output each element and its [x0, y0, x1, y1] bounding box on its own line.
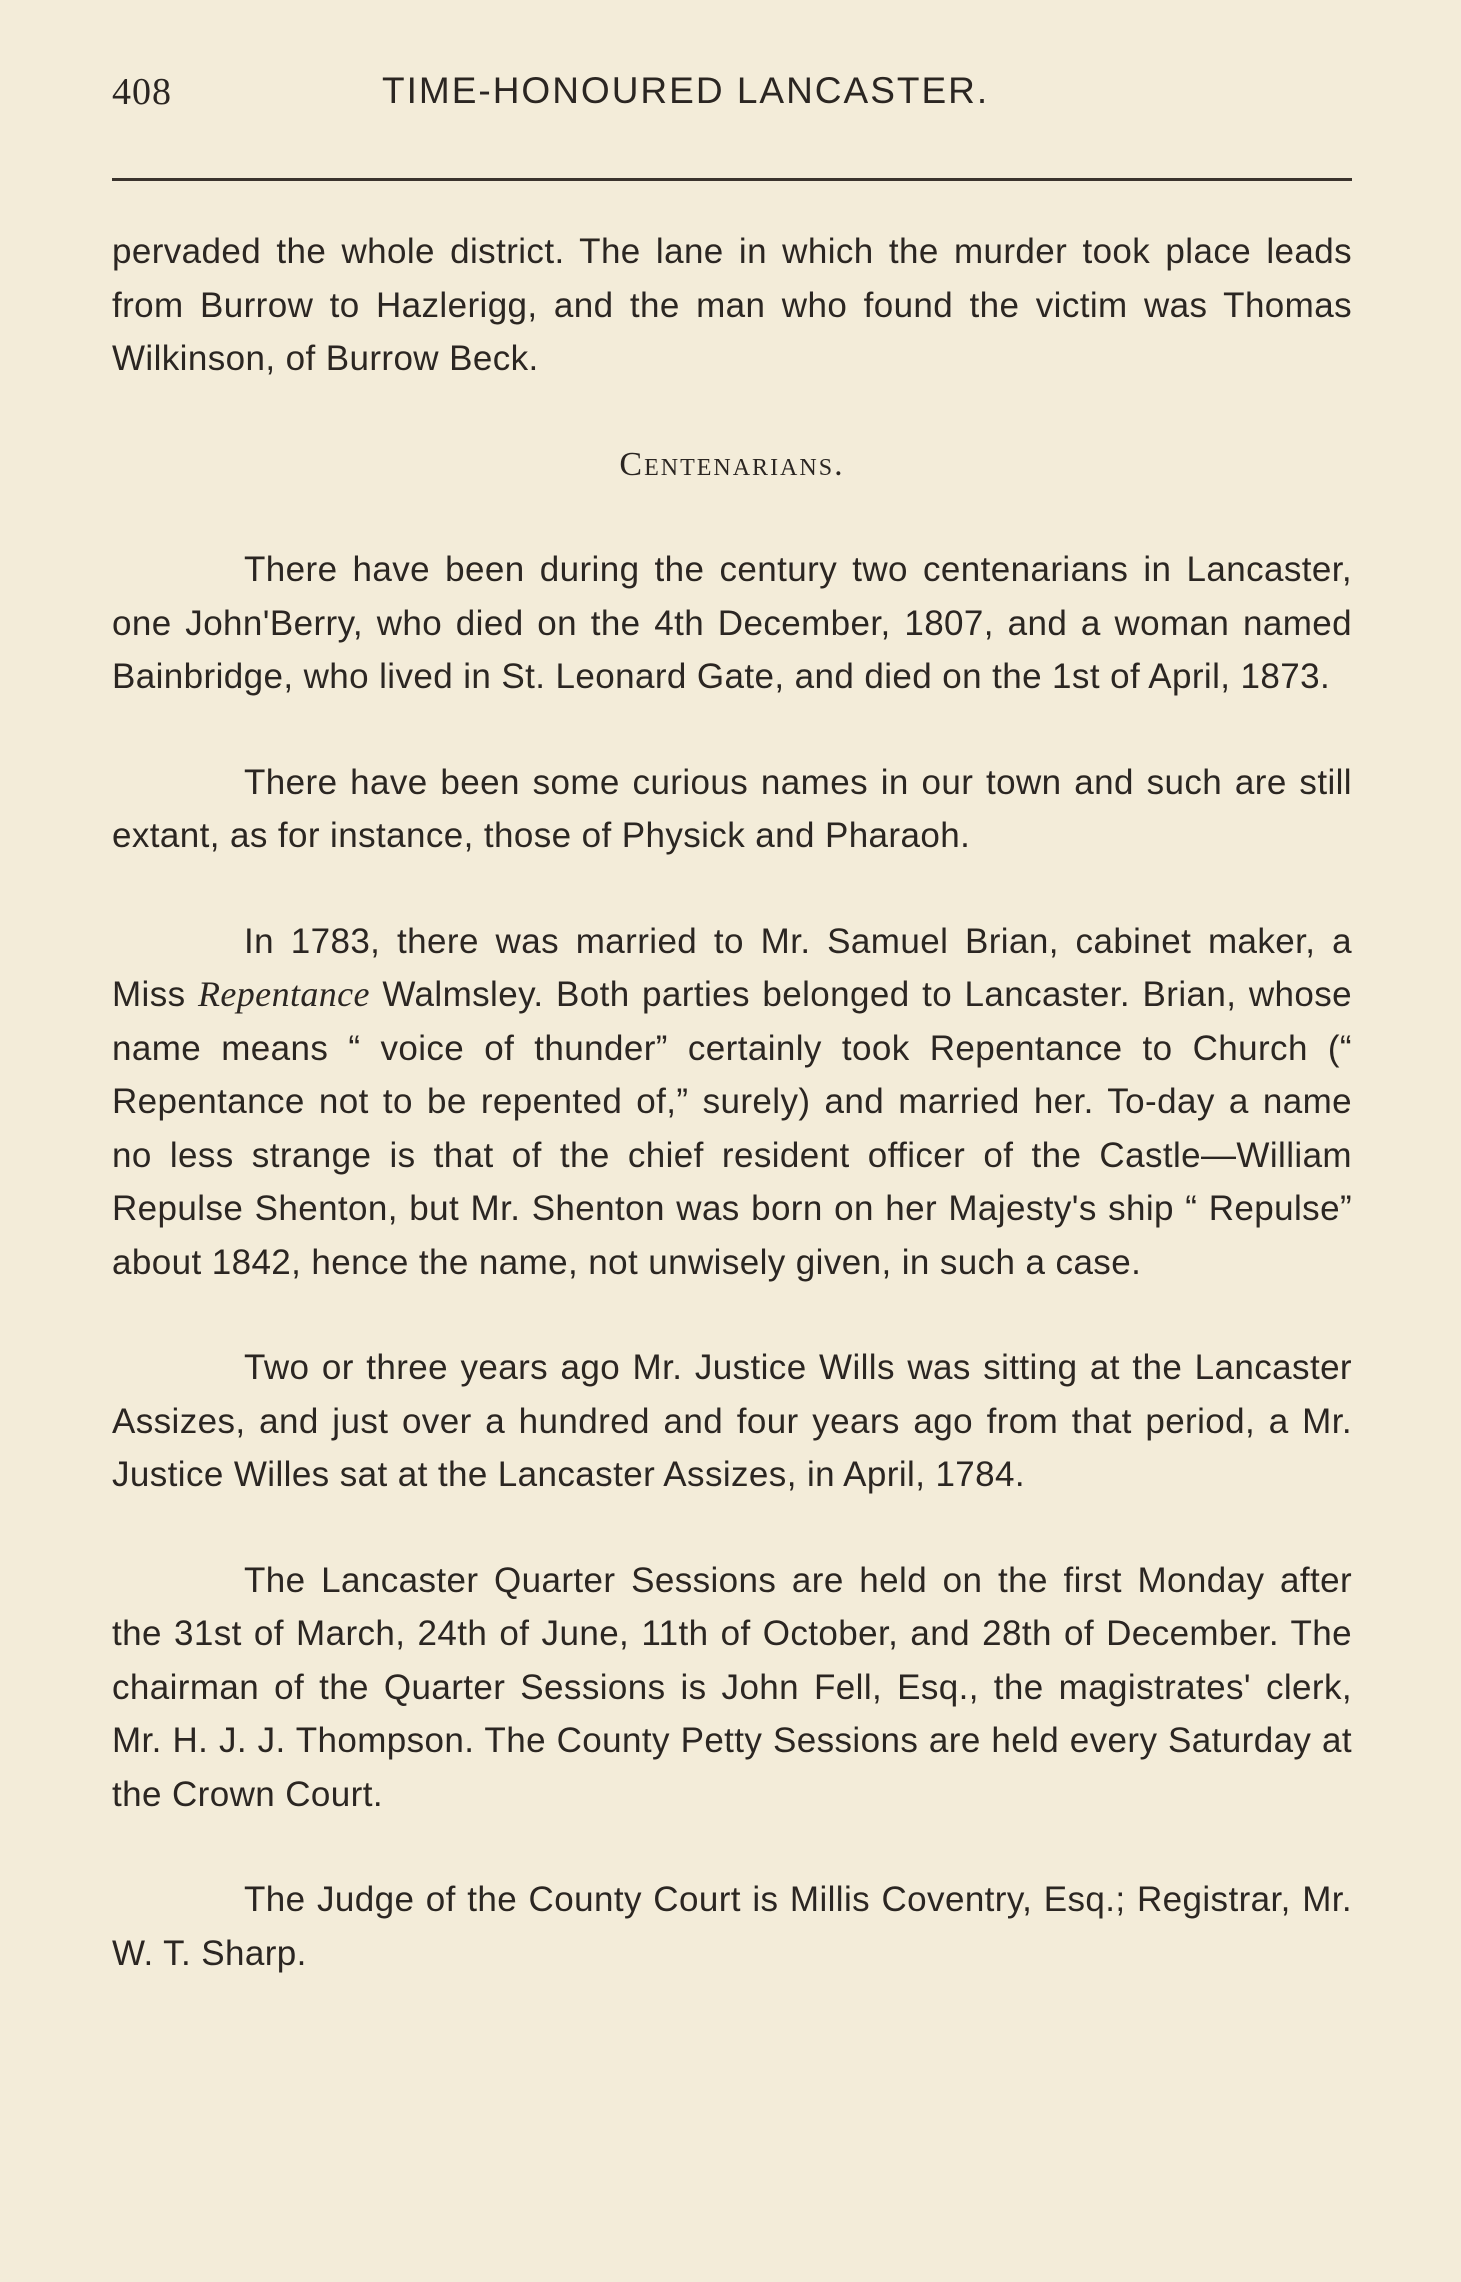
paragraph-continuation: pervaded the whole district. The lane in which the murder took place leads from Burrow to Hazlerigg, and the man who found the victim was Thomas Wilkinson, of Burrow Beck. — [112, 232, 1352, 378]
paragraph-quarter-sessions: The Lancaster Quarter Sessions are held on the first Monday after the 31st of March, 24th of June, 11th of October, and 28th of December. The chairman of the Quarter Sessions is John Fell, Esq., the magistrates' clerk, Mr. H. J. J. Thompson. The County Petty Sessions are held every Saturday at the Crown Court. — [112, 1560, 1352, 1814]
paragraph-county-court: The Judge of the County Court is Millis Coventry, Esq.; Registrar, Mr. W. T. Sharp. — [112, 1880, 1352, 1973]
paragraph-centenarians: There have been during the century two centenarians in Lancaster, one John'Berry, who died on the 4th December, 1807, and a woman named Bainbridge, who lived in St. Leonard Gate, and died on the 1st of April, 1873. — [112, 550, 1352, 696]
page-number: 408 — [112, 71, 172, 113]
section-heading-centenarians: Centenarians. — [619, 445, 845, 483]
paragraph-repentance-part-1: In 1783, there was married to Mr. Samuel Brian, cabinet maker, a Miss — [112, 921, 1352, 1014]
body-text — [112, 225, 1352, 2032]
page-header — [112, 70, 1352, 130]
header-rule — [112, 178, 1352, 181]
paragraph-assizes: Two or three years ago Mr. Justice Wills was sitting at the Lancaster Assizes, and just over a hundred and four years ago from that period, a Mr. Justice Willes sat at the Lancaster Assizes, in April, 1784. — [112, 1348, 1352, 1494]
running-title: TIME-HONOURED LANCASTER. — [382, 70, 990, 111]
paragraph-repentance — [112, 915, 1352, 1290]
repentance-italic: Repentance — [198, 974, 370, 1014]
paragraph-curious-names: There have been some curious names in our town and such are still extant, as for instance, those of Physick and Pharaoh. — [112, 762, 1352, 855]
paragraph-repentance-part-2: Walmsley. Both parties belonged to Lancaster. Brian, whose name means “ voice of thunder” certainly took Repentance to Church (“ Repentance not to be repented of,” surely) and married her. To-day a name no less strange is that of the chief resident officer of the Castle—William Repulse Shenton, but Mr. Shenton was born on her Majesty's ship “ Repulse” about 1842, hence the name, not unwisely given, in such a case. — [112, 975, 1352, 1282]
